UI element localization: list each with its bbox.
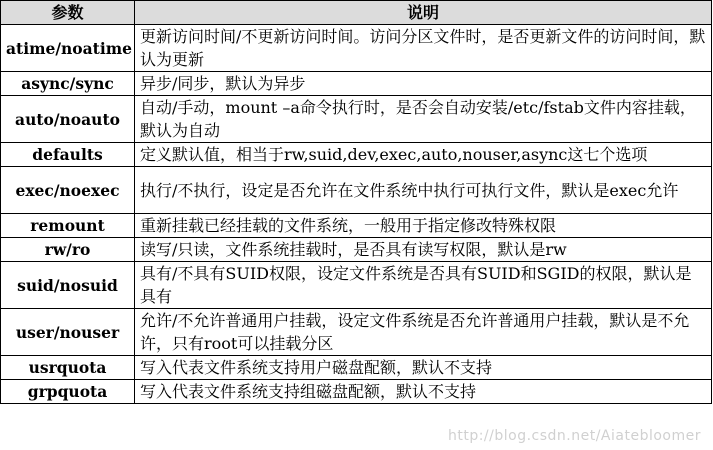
description-cell: 读写/只读，文件系统挂载时，是否具有读写权限，默认是rw: [135, 238, 712, 262]
description-cell: 更新访问时间/不更新访问时间。访问分区文件时，是否更新文件的访问时间，默认为更新: [135, 25, 712, 72]
table-row: [1, 214, 712, 238]
table-row: [1, 96, 712, 143]
description-cell: 具有/不具有SUID权限，设定文件系统是否具有SUID和SGID的权限，默认是具有: [135, 262, 712, 309]
table-row: [1, 356, 712, 380]
param-cell: usrquota: [1, 356, 135, 380]
description-cell: 执行/不执行，设定是否允许在文件系统中执行可执行文件，默认是exec允许: [135, 167, 712, 214]
header-description: 说明: [135, 1, 712, 25]
param-cell: defaults: [1, 143, 135, 167]
description-cell: 自动/手动，mount –a命令执行时，是否会自动安装/etc/fstab文件内容挂载，默认为自动: [135, 96, 712, 143]
table-row: [1, 309, 712, 356]
param-cell: async/sync: [1, 72, 135, 96]
header-param: 参数: [1, 1, 135, 25]
table-row: [1, 25, 712, 72]
table-row: [1, 238, 712, 262]
table-row: [1, 143, 712, 167]
table-row: [1, 262, 712, 309]
table-row: [1, 72, 712, 96]
description-cell: 定义默认值，相当于rw,suid,dev,exec,auto,nouser,async这七个选项: [135, 143, 712, 167]
description-cell: 写入代表文件系统支持用户磁盘配额，默认不支持: [135, 356, 712, 380]
param-cell: rw/ro: [1, 238, 135, 262]
table-row: [1, 380, 712, 404]
description-cell: 重新挂载已经挂载的文件系统，一般用于指定修改特殊权限: [135, 214, 712, 238]
table-header-row: [1, 1, 712, 25]
param-cell: suid/nosuid: [1, 262, 135, 309]
param-cell: auto/noauto: [1, 96, 135, 143]
param-cell: exec/noexec: [1, 167, 135, 214]
description-cell: 异步/同步，默认为异步: [135, 72, 712, 96]
table-row: [1, 167, 712, 214]
param-cell: user/nouser: [1, 309, 135, 356]
description-cell: 允许/不允许普通用户挂载，设定文件系统是否允许普通用户挂载，默认是不允许，只有root可以挂载分区: [135, 309, 712, 356]
description-cell: 写入代表文件系统支持组磁盘配额，默认不支持: [135, 380, 712, 404]
param-cell: remount: [1, 214, 135, 238]
param-cell: atime/noatime: [1, 25, 135, 72]
watermark: http://blog.csdn.net/Aiatebloomer: [447, 428, 701, 444]
param-cell: grpquota: [1, 380, 135, 404]
